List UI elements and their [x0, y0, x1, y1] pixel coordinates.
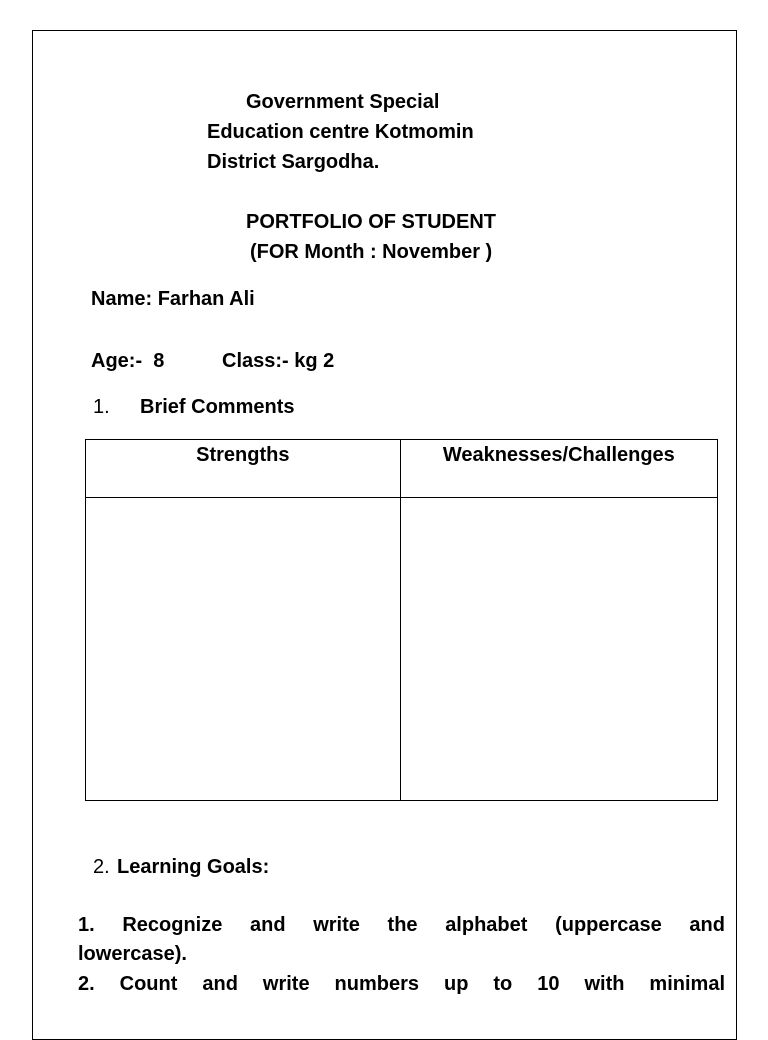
strengths-header: Strengths	[86, 440, 401, 498]
portfolio-month: (FOR Month : November )	[250, 241, 493, 263]
school-name-line2: Education centre Kotmomin	[207, 121, 474, 143]
school-district: District Sargodha.	[207, 151, 380, 173]
strengths-cell[interactable]	[86, 498, 401, 801]
comments-table-header-row	[86, 440, 718, 498]
section-title-comments: Brief Comments	[140, 396, 295, 418]
student-class: Class:- kg 2	[222, 350, 335, 372]
comments-table-row	[86, 498, 718, 801]
section-number-comments: 1.	[93, 396, 110, 418]
weaknesses-header: Weaknesses/Challenges	[400, 440, 717, 498]
section-number-goals: 2.	[93, 856, 110, 878]
goal-2-line-1: 2. Count and write numbers up to 10 with minimal	[78, 973, 725, 995]
student-name: Name: Farhan Ali	[91, 288, 255, 310]
goal-1-line-1: 1. Recognize and write the alphabet (uppercase and	[78, 914, 725, 936]
student-age: Age:- 8	[91, 350, 165, 372]
portfolio-title: PORTFOLIO OF STUDENT	[246, 211, 496, 233]
weaknesses-cell[interactable]	[400, 498, 717, 801]
school-name-line1: Government Special	[246, 91, 440, 113]
goal-1-line-2: lowercase).	[78, 943, 187, 965]
comments-table	[85, 439, 718, 801]
section-title-goals: Learning Goals:	[117, 856, 270, 878]
